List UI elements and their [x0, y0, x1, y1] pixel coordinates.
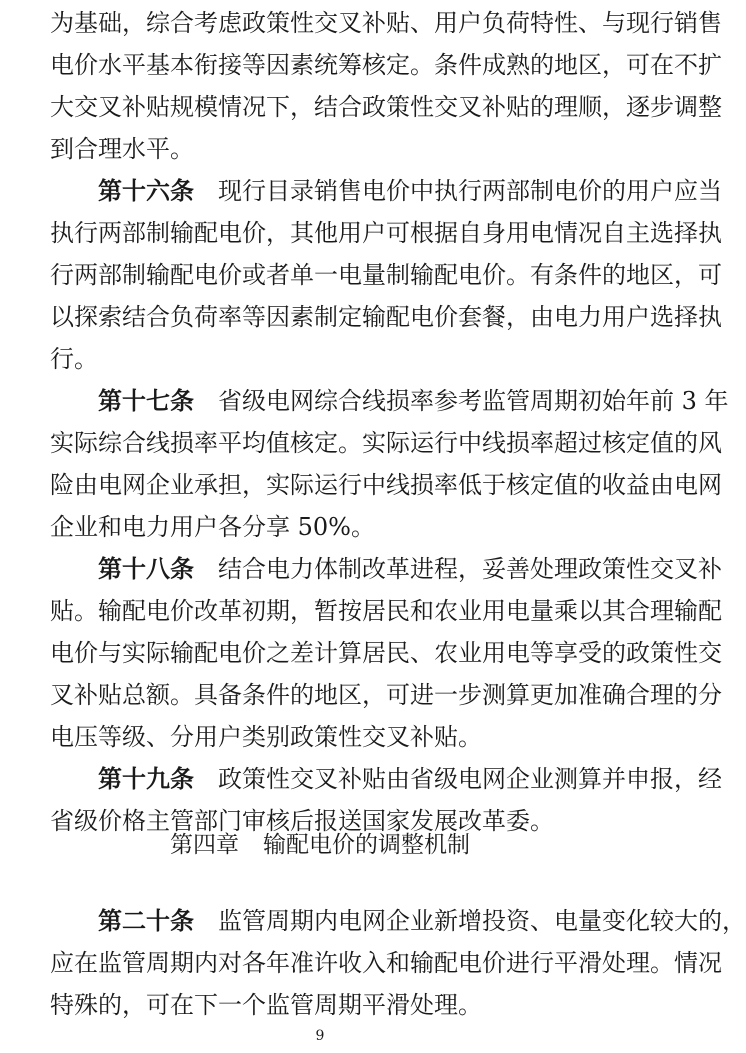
- chapter-heading: [0, 825, 640, 865]
- text-line: 以探索结合负荷率等因素制定输配电价套餐，由电力用户选择执: [50, 303, 722, 331]
- article-label: 第十六条: [98, 177, 194, 205]
- text-line: 企业和电力用户各分享 50%。: [50, 513, 375, 541]
- text-line: 行两部制输配电价或者单一电量制输配电价。有条件的地区，可: [50, 261, 722, 289]
- article-first-line: 第二十条 监管周期内电网企业新增投资、电量变化较大的，: [98, 907, 746, 935]
- text-line: 特殊的，可在下一个监管周期平滑处理。: [50, 991, 482, 1019]
- article-first-line: 第十六条 现行目录销售电价中执行两部制电价的用户应当: [98, 177, 722, 205]
- article-first-line: 第十九条 政策性交叉补贴由省级电网企业测算并申报，经: [98, 765, 722, 793]
- text-line: 电压等级、分用户类别政策性交叉补贴。: [50, 723, 482, 751]
- text-line: 省级价格主管部门审核后报送国家发展改革委。: [50, 807, 554, 835]
- text-line: 执行两部制输配电价，其他用户可根据自身用电情况自主选择执: [50, 219, 722, 247]
- article-label: 第二十条: [98, 907, 194, 935]
- text-line: 电价水平基本衔接等因素统筹核定。条件成熟的地区，可在不扩: [50, 51, 722, 79]
- article-label: 第十七条: [98, 387, 194, 415]
- chapter-number: 第四章: [170, 832, 239, 858]
- text-line: 为基础，综合考虑政策性交叉补贴、用户负荷特性、与现行销售: [50, 9, 722, 37]
- article-first-line: 第十七条 省级电网综合线损率参考监管周期初始年前 3 年: [98, 387, 729, 415]
- article-first-line: 第十八条 结合电力体制改革进程，妥善处理政策性交叉补: [98, 555, 722, 583]
- chapter-title: 输配电价的调整机制: [263, 832, 470, 858]
- text-line: 叉补贴总额。具备条件的地区，可进一步测算更加准确合理的分: [50, 681, 722, 709]
- page-number: 9: [315, 1028, 325, 1044]
- text-line: 到合理水平。: [50, 135, 194, 163]
- text-line: 贴。输配电价改革初期，暂按居民和农业用电量乘以其合理输配: [50, 597, 722, 625]
- text-line: 行。: [50, 345, 98, 373]
- article-label: 第十九条: [98, 765, 194, 793]
- text-line: 大交叉补贴规模情况下，结合政策性交叉补贴的理顺，逐步调整: [50, 93, 722, 121]
- article-label: 第十八条: [98, 555, 194, 583]
- text-line: 实际综合线损率平均值核定。实际运行中线损率超过核定值的风: [50, 429, 722, 457]
- text-line: 险由电网企业承担，实际运行中线损率低于核定值的收益由电网: [50, 471, 722, 499]
- text-line: 应在监管周期内对各年准许收入和输配电价进行平滑处理。情况: [50, 949, 722, 977]
- text-line: 电价与实际输配电价之差计算居民、农业用电等享受的政策性交: [50, 639, 722, 667]
